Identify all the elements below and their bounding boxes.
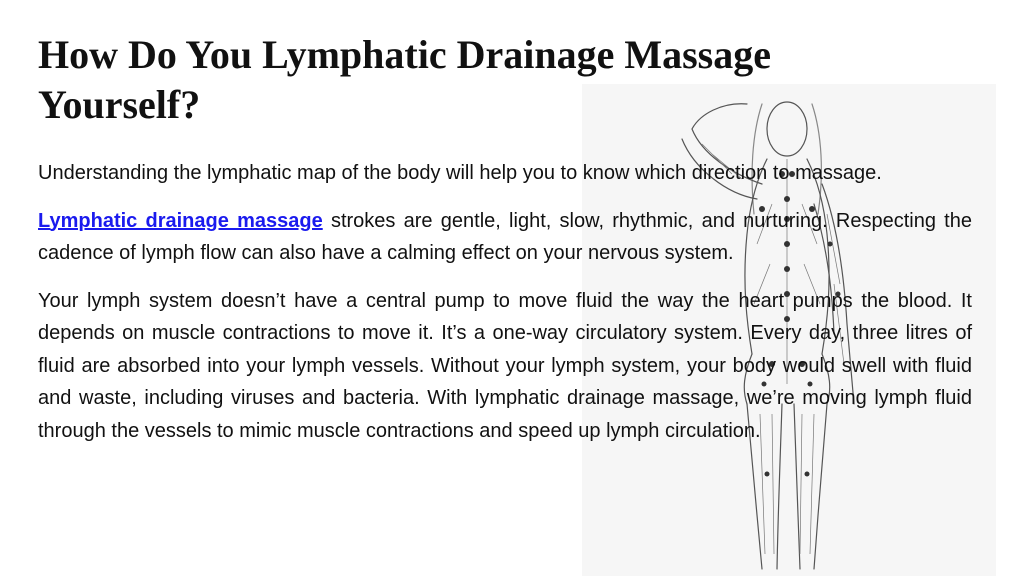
paragraph-massage-strokes	[38, 205, 972, 270]
lymphatic-drainage-massage-link[interactable]: Lymphatic drainage massage	[38, 209, 323, 232]
paragraph-lymph-system: Your lymph system doesn’t have a central pump to move fluid the way the heart pumps the blood. It depends on muscle contractions to move it. It’s a one-way circulatory system. Every day, three litres of fluid are absorbed into your lymph vessels. Without your lymph system, your body would swell with fluid and waste, including viruses and bacteria. With lymphatic drainage massage, we’re moving lymph fluid through the vessels to mimic muscle contractions and speed up lymph circulation.	[38, 289, 972, 442]
slide-title: How Do You Lymphatic Drainage Massage Yourself?	[38, 32, 771, 127]
slide-body	[38, 157, 972, 462]
paragraph-lymphatic-map: Understanding the lymphatic map of the body will help you to know which direction to massage.	[38, 162, 882, 184]
paragraph-strokes-text: strokes are gentle, light, slow, rhythmic, and nurturing. Respecting the cadence of lymph flow can also have a calming effect on your nervous system.	[38, 209, 972, 264]
